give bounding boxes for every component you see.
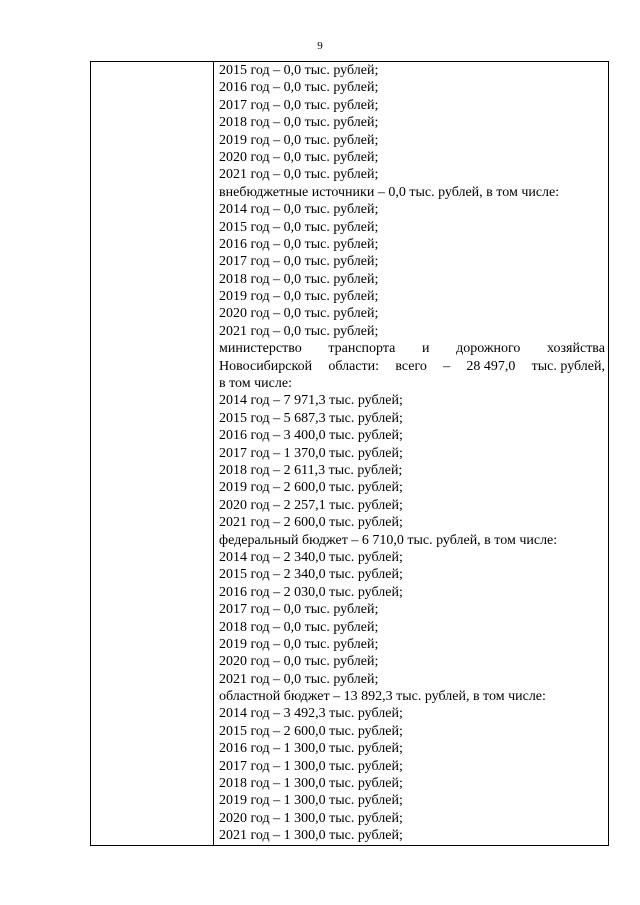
ministry-word: министерство <box>219 341 302 357</box>
table-row <box>91 62 609 846</box>
ministry-line-2 <box>219 358 605 375</box>
funding-line: 2021 год – 0,0 тыс. рублей; <box>219 323 379 339</box>
funding-line: 2017 год – 0,0 тыс. рублей; <box>219 602 379 618</box>
funding-line: 2021 год – 2 600,0 тыс. рублей; <box>219 515 403 531</box>
funding-line: 2021 год – 1 300,0 тыс. рублей; <box>219 828 403 844</box>
ministry-word: – <box>443 358 451 374</box>
funding-line: 2015 год – 2 340,0 тыс. рублей; <box>219 567 403 583</box>
funding-line: 2014 год – 7 971,3 тыс. рублей; <box>219 393 403 409</box>
ministry-line-1 <box>219 340 605 357</box>
funding-line: федеральный бюджет – 6 710,0 тыс. рублей, в том числе: <box>219 532 558 548</box>
ministry-word: транспорта <box>328 341 396 357</box>
funding-lines-part1 <box>219 62 605 340</box>
funding-line: 2021 год – 0,0 тыс. рублей; <box>219 671 379 687</box>
left-column-cell <box>91 62 214 846</box>
funding-line: 2014 год – 2 340,0 тыс. рублей; <box>219 549 403 565</box>
funding-line: 2018 год – 0,0 тыс. рублей; <box>219 271 379 287</box>
funding-line: 2019 год – 1 300,0 тыс. рублей; <box>219 793 403 809</box>
funding-line: 2020 год – 0,0 тыс. рублей; <box>219 654 379 670</box>
funding-line: внебюджетные источники – 0,0 тыс. рублей, в том числе: <box>219 184 560 200</box>
program-funding-table <box>90 61 609 846</box>
funding-line: 2019 год – 0,0 тыс. рублей; <box>219 289 379 305</box>
funding-line: 2021 год – 0,0 тыс. рублей; <box>219 167 379 183</box>
funding-line: 2018 год – 1 300,0 тыс. рублей; <box>219 776 403 792</box>
ministry-word: и <box>421 341 430 357</box>
funding-line: 2020 год – 2 257,1 тыс. рублей; <box>219 497 403 513</box>
funding-line: 2020 год – 1 300,0 тыс. рублей; <box>219 810 403 826</box>
ministry-word: области: <box>328 358 380 374</box>
funding-line: 2017 год – 1 370,0 тыс. рублей; <box>219 445 403 461</box>
funding-line: 2016 год – 1 300,0 тыс. рублей; <box>219 741 403 757</box>
funding-line: 2018 год – 0,0 тыс. рублей; <box>219 115 379 131</box>
ministry-paragraph <box>219 340 605 392</box>
funding-text-cell <box>214 62 609 846</box>
funding-line: 2020 год – 0,0 тыс. рублей; <box>219 306 379 322</box>
funding-line: 2015 год – 0,0 тыс. рублей; <box>219 219 379 235</box>
funding-line: 2017 год – 0,0 тыс. рублей; <box>219 254 379 270</box>
ministry-word: тыс. рублей, <box>531 358 605 374</box>
funding-line: 2014 год – 0,0 тыс. рублей; <box>219 202 379 218</box>
ministry-word: всего <box>395 358 427 374</box>
funding-line: 2016 год – 3 400,0 тыс. рублей; <box>219 428 403 444</box>
funding-line: областной бюджет – 13 892,3 тыс. рублей, в том числе: <box>219 689 546 705</box>
funding-line: 2019 год – 2 600,0 тыс. рублей; <box>219 480 403 496</box>
funding-line: 2020 год – 0,0 тыс. рублей; <box>219 149 379 165</box>
funding-line: 2019 год – 0,0 тыс. рублей; <box>219 132 379 148</box>
funding-line: 2017 год – 0,0 тыс. рублей; <box>219 97 379 113</box>
funding-lines-part2 <box>219 392 605 844</box>
ministry-word: Новосибирской <box>219 358 313 374</box>
funding-line: 2016 год – 0,0 тыс. рублей; <box>219 80 379 96</box>
funding-line: 2016 год – 0,0 тыс. рублей; <box>219 236 379 252</box>
funding-line: 2014 год – 3 492,3 тыс. рублей; <box>219 706 403 722</box>
funding-line: 2017 год – 1 300,0 тыс. рублей; <box>219 758 403 774</box>
funding-line: 2018 год – 2 611,3 тыс. рублей; <box>219 462 403 478</box>
funding-line: 2016 год – 2 030,0 тыс. рублей; <box>219 584 403 600</box>
funding-line: 2015 год – 5 687,3 тыс. рублей; <box>219 410 403 426</box>
funding-line: 2015 год – 2 600,0 тыс. рублей; <box>219 723 403 739</box>
funding-line: 2019 год – 0,0 тыс. рублей; <box>219 636 379 652</box>
page-number: 9 <box>317 40 323 52</box>
funding-line: 2018 год – 0,0 тыс. рублей; <box>219 619 379 635</box>
funding-line: 2015 год – 0,0 тыс. рублей; <box>219 63 379 78</box>
ministry-line-3: в том числе: <box>219 376 292 392</box>
ministry-word: хозяйства <box>547 341 605 357</box>
ministry-word: дорожного <box>456 341 521 357</box>
ministry-word: 28 497,0 <box>466 358 516 374</box>
